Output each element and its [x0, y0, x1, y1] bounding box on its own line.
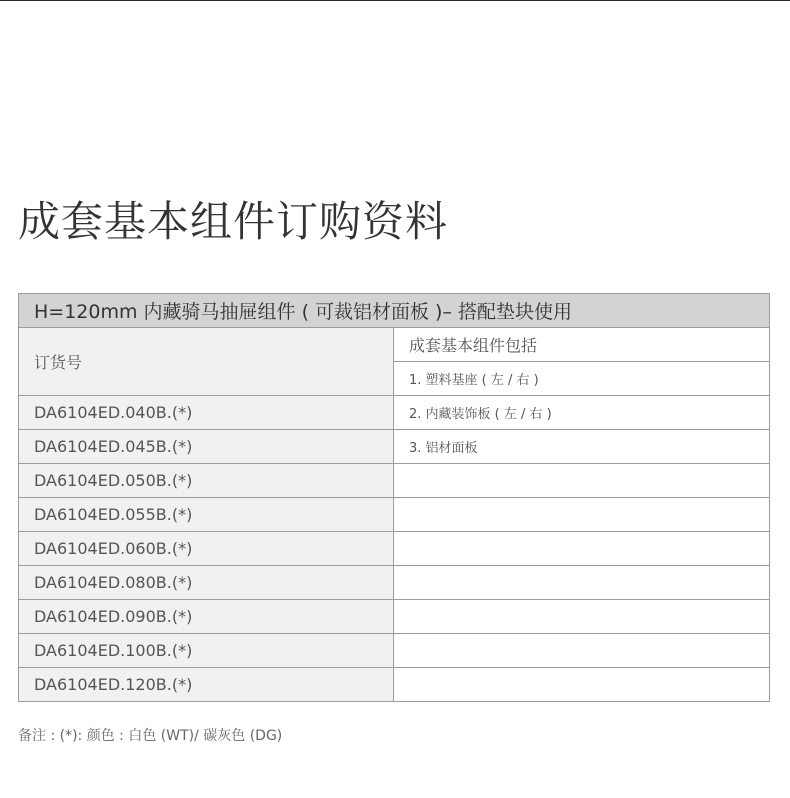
sku-cell: DA6104ED.055B.(*) — [19, 498, 394, 532]
empty-cell — [394, 464, 770, 498]
table-row — [19, 396, 770, 430]
table-row — [19, 464, 770, 498]
sku-cell: DA6104ED.060B.(*) — [19, 532, 394, 566]
order-number-label: 订货号 — [19, 328, 394, 396]
includes-label: 成套基本组件包括 — [394, 328, 770, 362]
table-row — [19, 532, 770, 566]
table-row — [19, 430, 770, 464]
table-header-row — [19, 294, 770, 328]
table-row — [19, 600, 770, 634]
page-title: 成套基本组件订购资料 — [18, 197, 449, 246]
empty-cell — [394, 600, 770, 634]
color-note: 备注 : (*): 颜色 : 白色 (WT)/ 碳灰色 (DG) — [18, 728, 283, 744]
empty-cell — [394, 668, 770, 702]
table-row — [19, 498, 770, 532]
sku-cell: DA6104ED.045B.(*) — [19, 430, 394, 464]
order-table — [18, 293, 770, 702]
table-row — [19, 668, 770, 702]
empty-cell — [394, 566, 770, 600]
table-row — [19, 634, 770, 668]
table-row — [19, 566, 770, 600]
sku-cell: DA6104ED.120B.(*) — [19, 668, 394, 702]
top-rule — [0, 0, 790, 1]
empty-cell — [394, 532, 770, 566]
sku-cell: DA6104ED.080B.(*) — [19, 566, 394, 600]
include-item: 1. 塑料基座 ( 左 / 右 ) — [394, 362, 770, 396]
sku-cell: DA6104ED.050B.(*) — [19, 464, 394, 498]
table-row — [19, 328, 770, 362]
sku-cell: DA6104ED.090B.(*) — [19, 600, 394, 634]
empty-cell — [394, 634, 770, 668]
sku-cell: DA6104ED.100B.(*) — [19, 634, 394, 668]
table-header: H=120mm 内藏骑马抽屉组件 ( 可裁铝材面板 )– 搭配垫块使用 — [19, 294, 770, 328]
empty-cell — [394, 498, 770, 532]
sku-cell: DA6104ED.040B.(*) — [19, 396, 394, 430]
include-item: 3. 铝材面板 — [394, 430, 770, 464]
include-item: 2. 内藏装饰板 ( 左 / 右 ) — [394, 396, 770, 430]
